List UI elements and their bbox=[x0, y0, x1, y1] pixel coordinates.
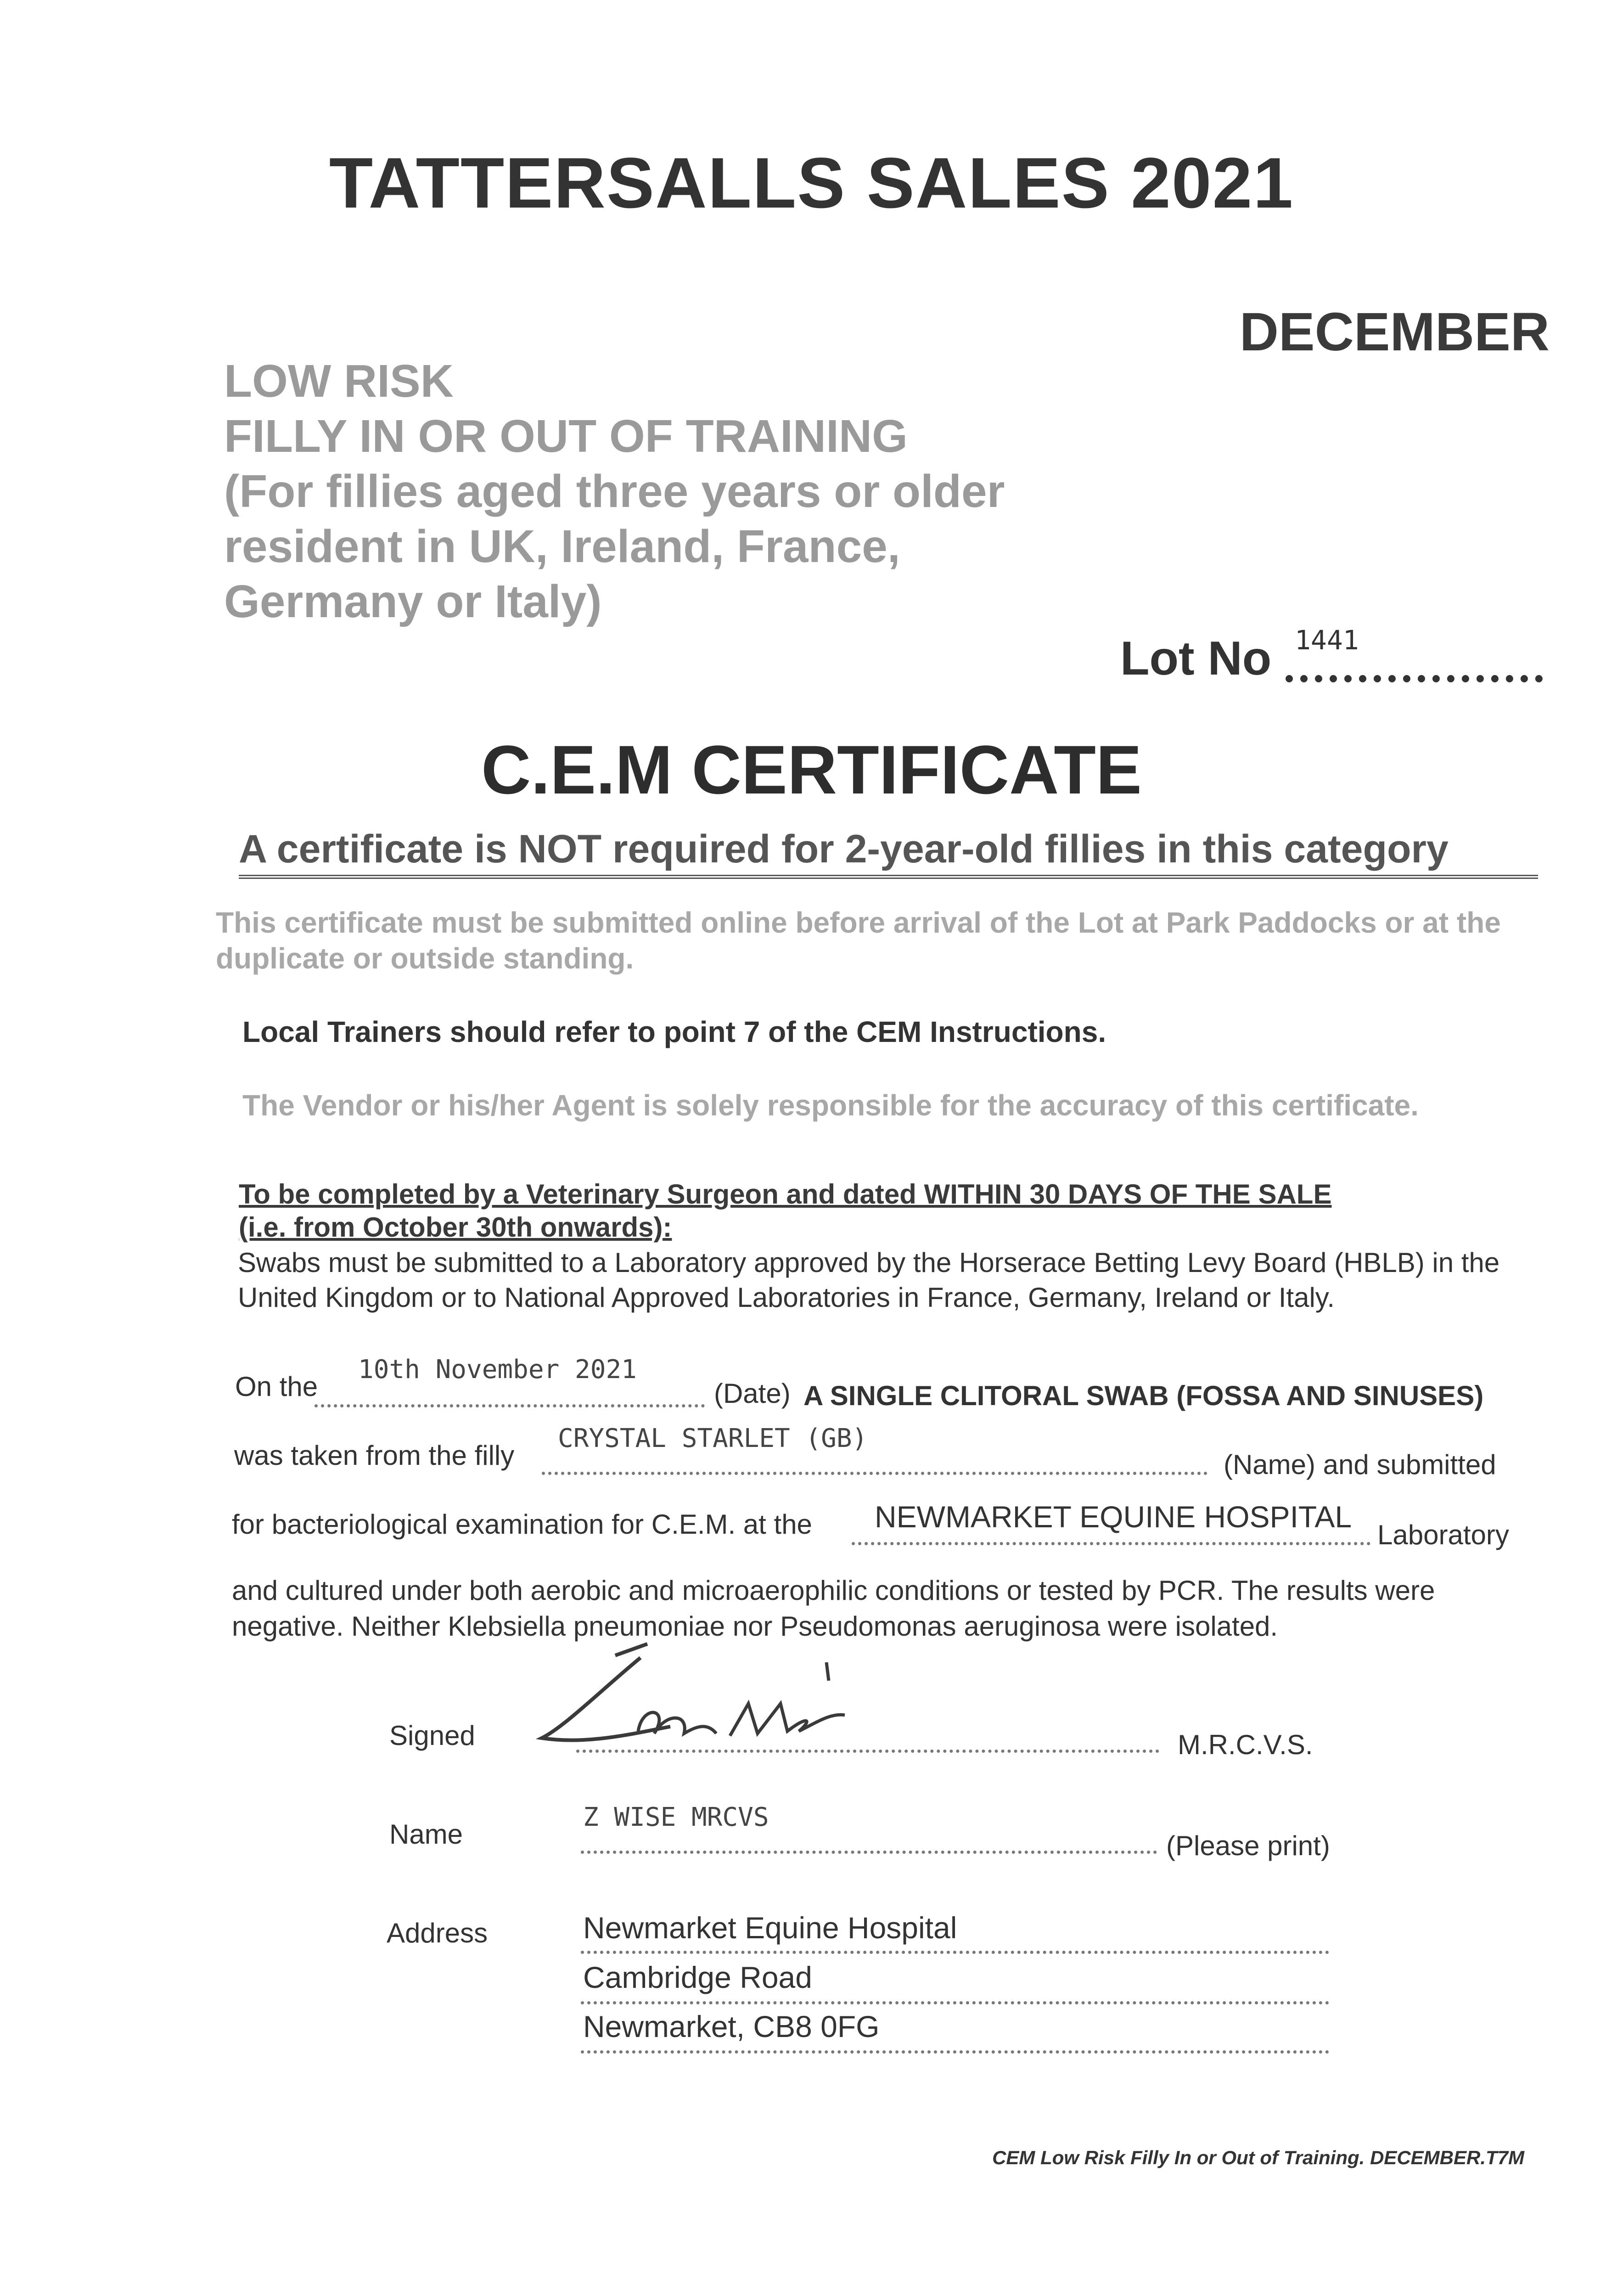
filly-name-line bbox=[542, 1472, 1207, 1475]
lab-name-field[interactable]: NEWMARKET EQUINE HOSPITAL bbox=[875, 1500, 1352, 1534]
address-line-1[interactable]: Newmarket Equine Hospital bbox=[583, 1911, 957, 1945]
vendor-responsibility-note: The Vendor or his/her Agent is solely responsible for the accuracy of this certificate. bbox=[242, 1089, 1419, 1122]
certificate-title: C.E.M CERTIFICATE bbox=[481, 731, 1142, 808]
results-statement: and cultured under both aerobic and microaerophilic conditions or tested by PCR. The results were negative. Neither Klebsiella pneumoniae nor Pseudomonas aeruginosa were isolated. bbox=[232, 1575, 1435, 1642]
lot-label: Lot No bbox=[1120, 632, 1272, 685]
address-label: Address bbox=[387, 1918, 488, 1948]
exam-label: for bacteriological examination for C.E.M. at the bbox=[232, 1509, 812, 1540]
address-line-3[interactable]: Newmarket, CB8 0FG bbox=[583, 2009, 880, 2043]
completion-line-1: To be completed by a Veterinary Surgeon and dated WITHIN 30 DAYS OF THE SALE bbox=[239, 1179, 1332, 1210]
submission-note: This certificate must be submitted online before arrival of the Lot at Park Paddocks or at the duplicate or outside standing. bbox=[216, 906, 1501, 975]
signature-line bbox=[576, 1750, 1159, 1753]
swabs-note: Swabs must be submitted to a Laboratory approved by the Horserace Betting Levy Board (HBLB) in the United Kingdom or to National Approved Laboratories in France, Germany, Ireland or Italy. bbox=[238, 1247, 1500, 1313]
address-line bbox=[581, 2001, 1329, 2004]
signed-label: Signed bbox=[389, 1720, 475, 1751]
category-line: Germany or Italy) bbox=[224, 576, 602, 627]
form-code-footer: CEM Low Risk Filly In or Out of Training. DECEMBER.T7M bbox=[992, 2147, 1524, 2168]
sale-month: DECEMBER bbox=[1239, 302, 1550, 362]
mrcvs-suffix: M.R.C.V.S. bbox=[1178, 1729, 1313, 1760]
printed-name-field[interactable]: Z WISE MRCVS bbox=[583, 1802, 769, 1832]
filly-label: was taken from the filly bbox=[234, 1440, 515, 1471]
lot-number-line bbox=[1286, 675, 1543, 682]
category-line: LOW RISK bbox=[224, 355, 454, 407]
completion-line-2: (i.e. from October 30th onwards): bbox=[239, 1212, 672, 1243]
name-label: Name bbox=[389, 1819, 463, 1850]
filly-name-suffix: (Name) and submitted bbox=[1224, 1449, 1496, 1480]
address-line-2[interactable]: Cambridge Road bbox=[583, 1960, 812, 1994]
lab-suffix: Laboratory bbox=[1377, 1519, 1509, 1550]
page-title: TATTERSALLS SALES 2021 bbox=[329, 143, 1294, 223]
date-suffix: (Date) bbox=[714, 1378, 791, 1409]
local-trainers-note: Local Trainers should refer to point 7 of the CEM Instructions. bbox=[242, 1015, 1106, 1048]
please-print-suffix: (Please print) bbox=[1166, 1830, 1330, 1861]
category-line: resident in UK, Ireland, France, bbox=[224, 521, 900, 572]
category-line: (For fillies aged three years or older bbox=[224, 466, 1005, 517]
printed-name-line bbox=[581, 1851, 1157, 1854]
address-line bbox=[581, 2050, 1329, 2054]
completion-instruction bbox=[239, 1178, 1405, 1244]
lot-number-value: 1441 bbox=[1295, 625, 1359, 656]
category-line: FILLY IN OR OUT OF TRAINING bbox=[224, 411, 908, 462]
on-the-label: On the bbox=[235, 1371, 318, 1402]
date-field-line bbox=[314, 1404, 705, 1407]
address-line bbox=[581, 1951, 1329, 1954]
date-field[interactable]: 10th November 2021 bbox=[358, 1355, 637, 1384]
lab-name-line bbox=[852, 1542, 1370, 1545]
filly-name-field[interactable]: CRYSTAL STARLET (GB) bbox=[558, 1424, 868, 1453]
swab-description: A SINGLE CLITORAL SWAB (FOSSA AND SINUSES) bbox=[803, 1380, 1484, 1411]
not-required-note: A certificate is NOT required for 2-year-old fillies in this category bbox=[239, 827, 1538, 879]
